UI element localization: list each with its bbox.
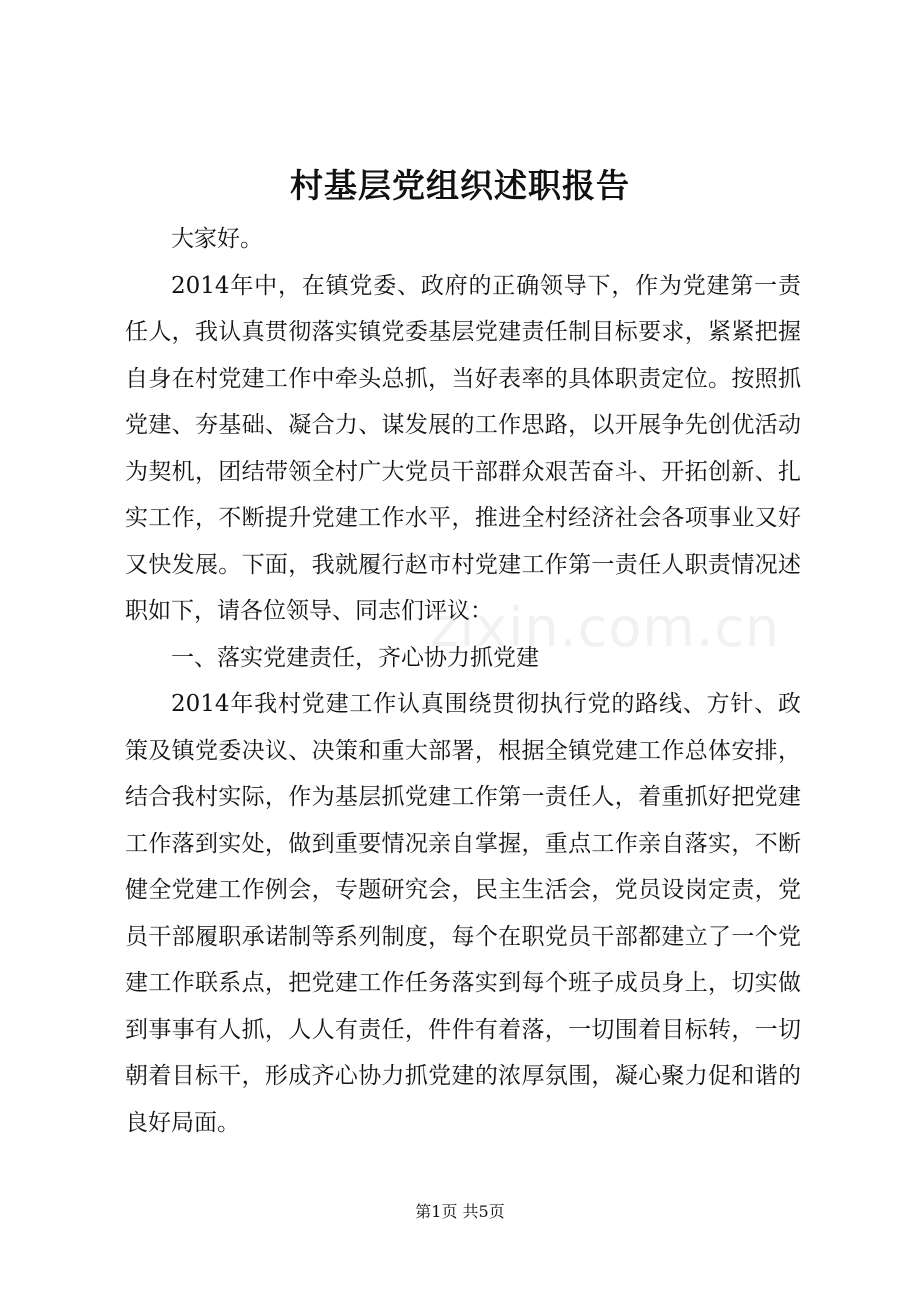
intro-paragraph: 2014年中，在镇党委、政府的正确领导下，作为党建第一责任人，我认真贯彻落实镇党委基层党建责任制目标要求，紧紧把握自身在村党建工作中牵头总抓，当好表率的具体职责定位。按照抓党建、夯基础、凝合力、谋发展的工作思路，以开展争先创优活动为契机，团结带领全村广大党员干部群众艰苦奋斗、开拓创新、扎实工作，不断提升党建工作水平，推进全村经济社会各项事业又好又快发展。下面，我就履行赵市村党建工作第一责任人职责情况述职如下，请各位领导、同志们评议： [125,272,801,624]
document-title: 村基层党组织述职报告 [290,166,630,205]
site-watermark: zixin.com.cn [430,596,781,659]
greeting-paragraph: 大家好。 [171,226,263,252]
section-heading: 一、落实党建责任，齐心协力抓党建 [171,644,539,671]
section-paragraph: 2014年我村党建工作认真围绕贯彻执行党的路线、方针、政策及镇党委决议、决策和重大部署，根据全镇党建工作总体安排，结合我村实际，作为基层抓党建工作第一责任人，着重抓好把党建工作落到实处，做到重要情况亲自掌握，重点工作亲自落实，不断健全党建工作例会，专题研究会，民主生活会，党员设岗定责，党员干部履职承诺制等系列制度，每个在职党员干部都建立了一个党建工作联系点，把党建工作任务落实到每个班子成员身上，切实做到事事有人抓，人人有责任，件件有着落，一切围着目标转，一切朝着目标干，形成齐心协力抓党建的浓厚氛围，凝心聚力促和谐的良好局面。 [125,691,801,1136]
page-footer: 第1页 共5页 [415,1202,505,1221]
document-body [125,216,801,1146]
